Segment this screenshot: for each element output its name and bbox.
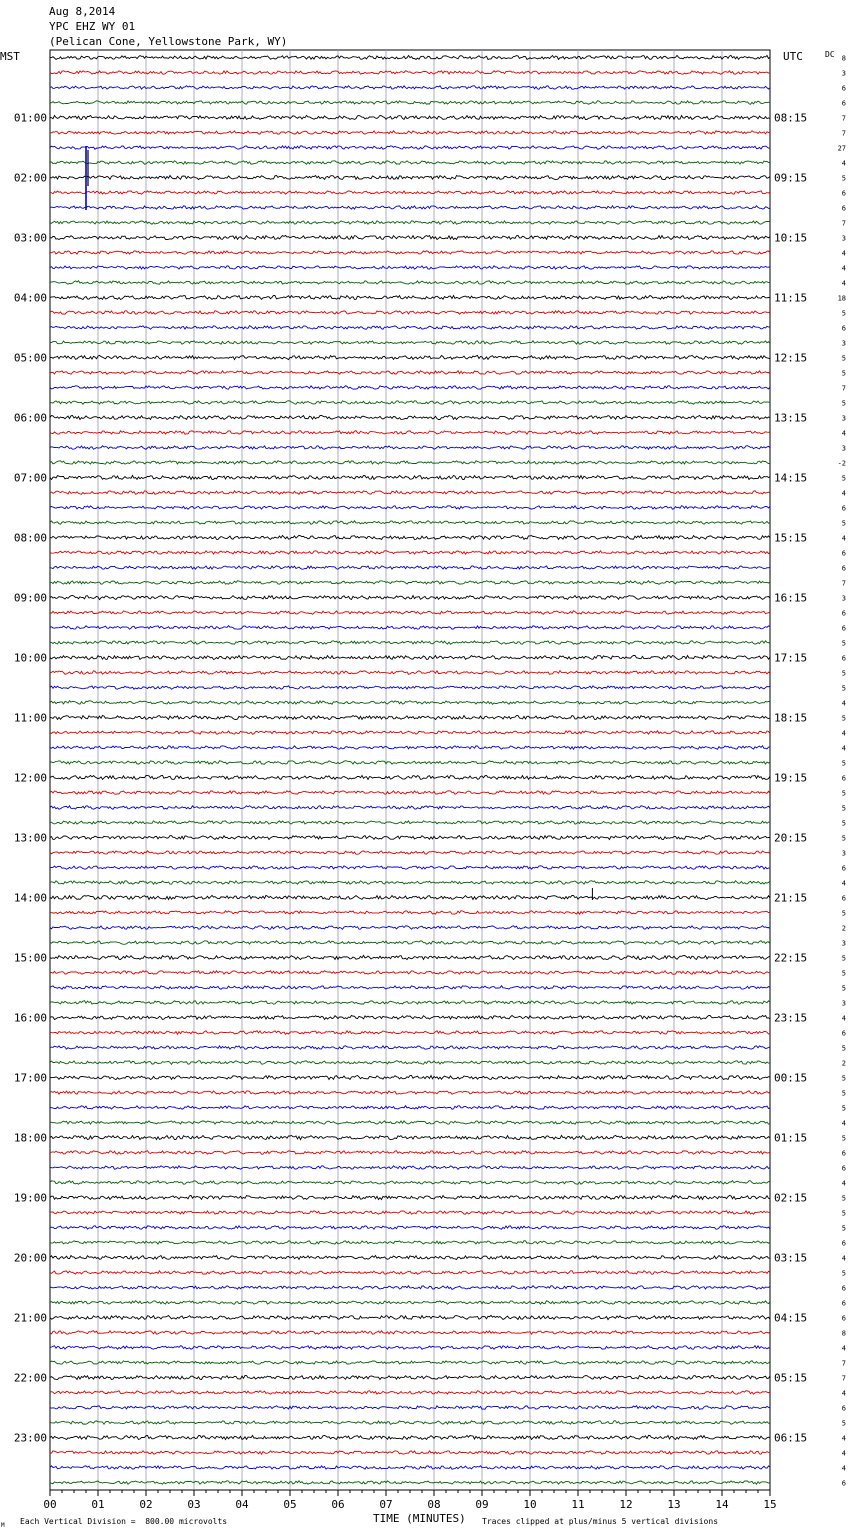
seismic-trace [50, 506, 770, 510]
seismic-trace [50, 476, 770, 480]
utc-hour-label: 03:15 [774, 1251, 808, 1265]
dc-offset-value: 5 [841, 909, 846, 918]
seismic-trace [50, 86, 770, 90]
dc-offset-value: 4 [841, 264, 846, 273]
dc-offset-value: 5 [841, 1419, 846, 1428]
dc-offset-value: 3 [841, 69, 846, 78]
seismic-trace [50, 911, 770, 914]
mst-hour-label: 23:00 [13, 1431, 47, 1445]
seismic-trace [50, 1226, 770, 1230]
seismic-trace [50, 535, 770, 539]
mst-hour-label: 12:00 [13, 771, 47, 785]
seismic-trace [50, 1091, 770, 1095]
seismic-trace [50, 371, 770, 375]
seismic-trace [50, 926, 770, 930]
dc-offset-value: 6 [841, 624, 846, 633]
mst-hour-label: 17:00 [13, 1071, 47, 1085]
dc-offset-value: 7 [841, 384, 846, 393]
dc-offset-value: 5 [841, 1224, 846, 1233]
x-tick-label: 13 [667, 1498, 681, 1511]
utc-hour-label: 10:15 [774, 231, 808, 245]
utc-hour-label: 19:15 [774, 771, 808, 785]
dc-offset-value: 18 [837, 294, 846, 303]
dc-offset-value: 5 [841, 684, 846, 693]
dc-offset-value: 2 [841, 1059, 846, 1068]
x-tick-label: 00 [43, 1498, 57, 1511]
dc-offset-value: 5 [841, 819, 846, 828]
utc-hour-label: 08:15 [774, 111, 808, 125]
mst-hour-label: 19:00 [13, 1191, 47, 1205]
seismic-trace [50, 551, 770, 555]
dc-offset-value: 6 [841, 1029, 846, 1038]
dc-offset-value: 4 [841, 1389, 846, 1398]
dc-label: DC [825, 50, 835, 59]
utc-hour-label: 09:15 [774, 171, 808, 185]
seismic-trace [50, 1481, 770, 1485]
seismic-trace [50, 446, 770, 450]
dc-offset-value: 4 [841, 744, 846, 753]
seismic-trace [50, 701, 770, 705]
dc-offset-value: 5 [841, 954, 846, 963]
seismic-trace [50, 866, 770, 870]
x-tick-label: 02 [139, 1498, 153, 1511]
dc-offset-value: 8 [841, 1329, 846, 1338]
mst-hour-label: 01:00 [13, 111, 47, 125]
dc-offset-value: 4 [841, 534, 846, 543]
seismic-trace [50, 626, 770, 630]
dc-offset-value: 5 [841, 1194, 846, 1203]
seismic-trace [50, 1301, 770, 1304]
seismic-trace [50, 791, 770, 795]
dc-offset-value: 5 [841, 1269, 846, 1278]
seismic-trace [50, 656, 770, 660]
dc-offset-value: 6 [841, 549, 846, 558]
mst-hour-label: 11:00 [13, 711, 47, 725]
x-tick-label: 10 [523, 1498, 537, 1511]
dc-offset-value: 5 [841, 804, 846, 813]
mst-hour-label: 10:00 [13, 651, 47, 665]
seismic-trace [50, 941, 770, 945]
seismic-trace [50, 1466, 770, 1469]
seismic-trace [50, 461, 770, 465]
dc-offset-value: 6 [841, 654, 846, 663]
seismic-trace [50, 176, 770, 180]
seismic-trace [50, 1106, 770, 1110]
utc-hour-label: 05:15 [774, 1371, 808, 1385]
corner-mark: M [1, 1522, 5, 1529]
seismic-trace [50, 1135, 770, 1139]
dc-offset-value: 6 [841, 84, 846, 93]
seismic-trace [50, 716, 770, 720]
dc-offset-value: 2 [841, 924, 846, 933]
mst-label: MST [0, 50, 20, 63]
mst-hour-label: 15:00 [13, 951, 47, 965]
seismic-trace [50, 1406, 770, 1410]
seismic-trace [50, 851, 770, 854]
utc-hour-label: 20:15 [774, 831, 808, 845]
dc-offset-value: 5 [841, 309, 846, 318]
dc-offset-value: 6 [841, 99, 846, 108]
seismic-trace [50, 566, 770, 570]
dc-offset-value: 6 [841, 609, 846, 618]
dc-offset-value: 6 [841, 774, 846, 783]
utc-hour-label: 21:15 [774, 891, 808, 905]
seismic-trace [50, 821, 770, 824]
seismic-trace [50, 101, 770, 105]
seismic-trace [50, 1076, 770, 1080]
dc-offset-value: 3 [841, 234, 846, 243]
dc-offset-value: 3 [841, 849, 846, 858]
seismic-trace [50, 206, 770, 210]
dc-offset-value: 4 [841, 1179, 846, 1188]
dc-offset-value: 6 [841, 1299, 846, 1308]
seismic-trace [50, 401, 770, 405]
x-tick-label: 12 [619, 1498, 633, 1511]
dc-offset-value: 4 [841, 159, 846, 168]
x-tick-label: 11 [571, 1498, 585, 1511]
dc-offset-value: 6 [841, 1164, 846, 1173]
seismic-trace [50, 416, 770, 420]
dc-offset-value: 4 [841, 429, 846, 438]
seismic-trace [50, 1286, 770, 1290]
seismic-trace [50, 986, 770, 990]
dc-offset-value: 6 [841, 564, 846, 573]
seismic-trace [50, 775, 770, 779]
seismic-trace [50, 895, 770, 899]
seismic-trace [50, 1001, 770, 1005]
mst-hour-label: 06:00 [13, 411, 47, 425]
dc-offset-value: -2 [837, 459, 846, 468]
dc-offset-value: 4 [841, 1464, 846, 1473]
seismic-trace [50, 1031, 770, 1035]
utc-hour-label: 13:15 [774, 411, 808, 425]
seismic-trace [50, 1151, 770, 1154]
mst-hour-label: 03:00 [13, 231, 47, 245]
seismic-trace [50, 1271, 770, 1275]
dc-offset-value: 5 [841, 969, 846, 978]
utc-hour-label: 11:15 [774, 291, 808, 305]
seismic-trace [50, 55, 770, 59]
seismic-trace [50, 341, 770, 344]
seismic-trace [50, 311, 770, 314]
seismic-trace [50, 1451, 770, 1455]
dc-offset-value: 5 [841, 1104, 846, 1113]
station-code: YPC EHZ WY 01 [49, 20, 136, 33]
dc-offset-value: 6 [841, 189, 846, 198]
mst-hour-label: 05:00 [13, 351, 47, 365]
dc-offset-value: 4 [841, 279, 846, 288]
seismic-trace [50, 596, 770, 600]
seismic-trace [50, 971, 770, 975]
mst-hour-label: 16:00 [13, 1011, 47, 1025]
mst-hour-label: 13:00 [13, 831, 47, 845]
seismic-trace [50, 581, 770, 585]
utc-hour-label: 18:15 [774, 711, 808, 725]
dc-offset-value: 5 [841, 519, 846, 528]
mst-hour-label: 02:00 [13, 171, 47, 185]
dc-offset-value: 4 [841, 729, 846, 738]
seismic-trace [50, 191, 770, 194]
dc-offset-value: 4 [841, 1254, 846, 1263]
seismic-trace [50, 161, 770, 165]
station-location: (Pelican Cone, Yellowstone Park, WY) [49, 35, 288, 48]
dc-offset-value: 4 [841, 699, 846, 708]
dc-offset-value: 5 [841, 669, 846, 678]
utc-hour-label: 12:15 [774, 351, 808, 365]
dc-offset-value: 6 [841, 1284, 846, 1293]
dc-offset-value: 3 [841, 444, 846, 453]
dc-offset-value: 3 [841, 339, 846, 348]
mst-hour-label: 20:00 [13, 1251, 47, 1265]
seismic-trace [50, 1121, 770, 1125]
seismic-trace [50, 1181, 770, 1185]
seismic-trace [50, 235, 770, 239]
seismic-trace [50, 1346, 770, 1350]
dc-offset-value: 5 [841, 789, 846, 798]
clip-note: Traces clipped at plus/minus 5 vertical divisions [482, 1517, 719, 1526]
seismic-trace [50, 1315, 770, 1319]
dc-offset-value: 4 [841, 1344, 846, 1353]
seismic-trace [50, 71, 770, 75]
seismic-trace [50, 806, 770, 810]
utc-hour-label: 14:15 [774, 471, 808, 485]
seismic-trace [50, 326, 770, 330]
dc-offset-value: 6 [841, 894, 846, 903]
dc-offset-value: 6 [841, 324, 846, 333]
dc-offset-value: 5 [841, 759, 846, 768]
seismic-trace [50, 1331, 770, 1334]
seismic-trace [50, 115, 770, 119]
x-tick-label: 01 [91, 1498, 105, 1511]
utc-hour-label: 22:15 [774, 951, 808, 965]
seismic-trace [50, 611, 770, 615]
mst-hour-label: 08:00 [13, 531, 47, 545]
dc-offset-value: 6 [841, 1479, 846, 1488]
seismic-trace [50, 355, 770, 359]
dc-offset-value: 3 [841, 414, 846, 423]
dc-offset-value: 4 [841, 1434, 846, 1443]
utc-hour-label: 06:15 [774, 1431, 808, 1445]
seismic-trace [50, 955, 770, 959]
x-tick-label: 15 [763, 1498, 777, 1511]
x-tick-label: 08 [427, 1498, 441, 1511]
dc-offset-value: 4 [841, 1119, 846, 1128]
seismic-trace [50, 431, 770, 435]
seismic-trace [50, 1391, 770, 1395]
x-tick-label: 07 [379, 1498, 393, 1511]
dc-offset-value: 5 [841, 1044, 846, 1053]
dc-offset-value: 6 [841, 1314, 846, 1323]
mst-hour-label: 14:00 [13, 891, 47, 905]
x-tick-label: 14 [715, 1498, 729, 1511]
seismic-trace [50, 1435, 770, 1439]
dc-offset-value: 5 [841, 639, 846, 648]
seismic-trace [50, 1046, 770, 1050]
mst-hour-label: 21:00 [13, 1311, 47, 1325]
mst-hour-label: 22:00 [13, 1371, 47, 1385]
dc-offset-value: 6 [841, 864, 846, 873]
seismic-trace [50, 1256, 770, 1260]
x-tick-label: 09 [475, 1498, 489, 1511]
seismic-trace [50, 1061, 770, 1065]
seismic-trace [50, 1016, 770, 1020]
dc-offset-value: 4 [841, 1014, 846, 1023]
utc-hour-label: 01:15 [774, 1131, 808, 1145]
plot-date: Aug 8,2014 [49, 5, 116, 18]
seismic-trace [50, 251, 770, 254]
dc-offset-value: 4 [841, 489, 846, 498]
dc-offset-value: 5 [841, 369, 846, 378]
dc-offset-value: 4 [841, 249, 846, 258]
seismic-trace [50, 641, 770, 645]
dc-offset-value: 7 [841, 129, 846, 138]
mst-hour-label: 07:00 [13, 471, 47, 485]
dc-offset-value: 4 [841, 1449, 846, 1458]
plot-frame [50, 50, 770, 1490]
mst-hour-label: 04:00 [13, 291, 47, 305]
x-tick-label: 06 [331, 1498, 345, 1511]
seismic-trace [50, 146, 770, 150]
seismic-trace [50, 491, 770, 495]
utc-hour-label: 15:15 [774, 531, 808, 545]
seismic-trace [50, 386, 770, 389]
dc-offset-value: 5 [841, 1134, 846, 1143]
seismic-trace [50, 1211, 770, 1215]
dc-offset-value: 5 [841, 354, 846, 363]
dc-offset-value: 6 [841, 1149, 846, 1158]
seismic-trace [50, 1376, 770, 1380]
dc-offset-value: 5 [841, 1074, 846, 1083]
dc-offset-value: 7 [841, 1374, 846, 1383]
seismic-trace [50, 1421, 770, 1425]
dc-offset-value: 6 [841, 1239, 846, 1248]
utc-hour-label: 17:15 [774, 651, 808, 665]
seismic-trace [50, 686, 770, 690]
dc-offset-value: 7 [841, 219, 846, 228]
seismic-trace [50, 131, 770, 135]
utc-hour-label: 16:15 [774, 591, 808, 605]
dc-offset-value: 5 [841, 714, 846, 723]
dc-offset-value: 6 [841, 1404, 846, 1413]
seismic-trace [50, 1195, 770, 1199]
dc-offset-value: 5 [841, 174, 846, 183]
dc-offset-value: 5 [841, 474, 846, 483]
seismic-trace [50, 221, 770, 225]
seismic-trace [50, 731, 770, 734]
dc-offset-value: 5 [841, 1089, 846, 1098]
seismic-trace [50, 1361, 770, 1365]
seismic-trace [50, 281, 770, 285]
dc-offset-value: 5 [841, 834, 846, 843]
seismic-trace [50, 671, 770, 675]
dc-offset-value: 3 [841, 939, 846, 948]
dc-offset-value: 6 [841, 204, 846, 213]
dc-offset-value: 4 [841, 879, 846, 888]
dc-offset-value: 5 [841, 984, 846, 993]
seismic-trace [50, 1241, 770, 1245]
seismic-trace [50, 836, 770, 840]
dc-offset-value: 5 [841, 1209, 846, 1218]
mst-hour-label: 09:00 [13, 591, 47, 605]
utc-hour-label: 02:15 [774, 1191, 808, 1205]
x-tick-label: 04 [235, 1498, 249, 1511]
dc-offset-value: 7 [841, 1359, 846, 1368]
dc-offset-value: 5 [841, 399, 846, 408]
dc-offset-value: 7 [841, 114, 846, 123]
dc-offset-value: 7 [841, 579, 846, 588]
x-tick-label: 03 [187, 1498, 201, 1511]
utc-label: UTC [783, 50, 803, 63]
dc-offset-value: 8 [841, 54, 846, 63]
seismic-trace [50, 761, 770, 765]
seismic-trace [50, 746, 770, 750]
utc-hour-label: 04:15 [774, 1311, 808, 1325]
dc-offset-value: 27 [837, 144, 846, 153]
seismic-trace [50, 881, 770, 885]
dc-offset-value: 6 [841, 504, 846, 513]
utc-hour-label: 23:15 [774, 1011, 808, 1025]
utc-hour-label: 00:15 [774, 1071, 808, 1085]
mst-hour-label: 18:00 [13, 1131, 47, 1145]
dc-offset-value: 3 [841, 999, 846, 1008]
seismic-trace [50, 521, 770, 525]
dc-offset-value: 3 [841, 594, 846, 603]
x-axis-label: TIME (MINUTES) [373, 1512, 466, 1525]
seismic-trace [50, 266, 770, 269]
x-tick-label: 05 [283, 1498, 297, 1511]
seismic-trace [50, 296, 770, 300]
seismic-trace [50, 1166, 770, 1170]
scale-note: Each Vertical Division = 800.00 microvolts [20, 1517, 228, 1526]
